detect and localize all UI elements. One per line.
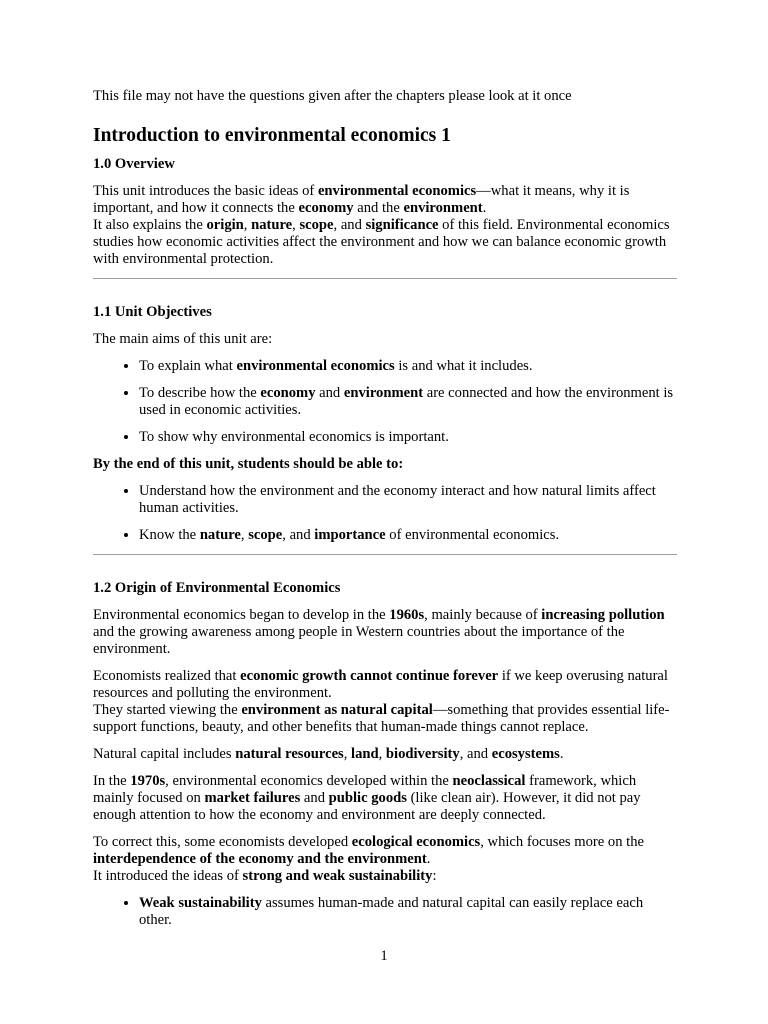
bold-term: land [351,746,379,762]
bold-term: economy [260,385,316,401]
bold-term: natural resources [235,746,344,762]
file-note: This file may not have the questions given after the chapters please look at it once [93,88,572,104]
overview-heading: 1.0 Overview [93,156,175,172]
outcomes-list [93,483,677,544]
overview-paragraph-1: This unit introduces the basic ideas of environmental economics—what it means, why it is important, and how it connects the economy and the environment. [93,183,630,216]
bold-term: environment as natural capital [241,702,433,718]
bold-term: ecosystems [491,746,560,762]
objectives-heading: 1.1 Unit Objectives [93,304,212,320]
bold-term: economy [298,200,354,216]
bold-term: scope [248,527,283,543]
section-divider [93,554,677,555]
list-item: • Know the nature, scope, and importance of environmental economics. [139,527,677,544]
list-item: • To show why environmental economics is important. [139,429,677,446]
bold-term: biodiversity [385,746,460,762]
list-item: • To describe how the economy and environment are connected and how the environment is used in economic activities. [139,385,677,419]
bold-term: nature [199,527,241,543]
bold-term: strong and weak sustainability [242,868,433,884]
list-item: • Understand how the environment and the economy interact and how natural limits affect human activities. [139,483,677,517]
origin-paragraph-1: Environmental economics began to develop in the 1960s, mainly because of increasing pollution and the growing awareness among people in Western countries about the importance of the environment. [93,607,665,657]
bold-term: neoclassical [452,773,526,789]
section-divider [93,278,677,279]
origin-paragraph-2b: They started viewing the environment as natural capital—something that provides essential life-support functions, beauty, and other benefits that human-made things cannot replace. [93,702,670,735]
bold-term: increasing pollution [541,607,665,623]
origin-paragraph-4: In the 1970s, environmental economics developed within the neoclassical framework, which mainly focused on market failures and public goods (like clean air). However, it did not pay enough attention to how the economy and environment are deeply connected. [93,773,641,823]
page-number: 1 [380,948,388,964]
bold-term: ecological economics [351,834,481,850]
origin-paragraph-5b: It introduced the ideas of strong and weak sustainability: [93,868,437,884]
bold-term: scope [299,217,334,233]
objectives-intro: The main aims of this unit are: [93,331,273,347]
bold-term: market failures [204,790,301,806]
bold-term: origin [206,217,244,233]
origin-paragraph-3: Natural capital includes natural resources, land, biodiversity, and ecosystems. [93,746,564,762]
outcomes-intro: By the end of this unit, students should be able to: [93,456,404,472]
bold-term: nature [251,217,293,233]
list-item: • Weak sustainability assumes human-made and natural capital can easily replace each other. [139,895,677,929]
bold-term: environment [403,200,483,216]
document-page [93,88,677,939]
bold-term: environment [343,385,424,401]
bold-term: environmental economics [236,358,395,374]
bold-term: importance [314,527,386,543]
document-title: Introduction to environmental economics 1 [93,125,451,146]
bold-term: 1960s [389,607,425,623]
bold-term: Weak sustainability [139,895,262,911]
bold-term: significance [365,217,439,233]
origin-paragraph-5a: To correct this, some economists developed ecological economics, which focuses more on the interdependence of the economy and the environment. [93,834,644,867]
bold-term: environmental economics [317,183,477,199]
bold-term: economic growth cannot continue forever [240,668,499,684]
overview-paragraph-2: It also explains the origin, nature, scope, and significance of this field. Environmental economics studies how economic activities affect the environment and how we can balance economic growth with environmental protection. [93,217,670,267]
bold-term: 1970s [130,773,166,789]
list-item: • To explain what environmental economics is and what it includes. [139,358,677,375]
origin-heading: 1.2 Origin of Environmental Economics [93,580,341,596]
sustainability-list [93,895,677,929]
aims-list [93,358,677,446]
bold-term: interdependence of the economy and the environment [93,851,427,867]
bold-term: public goods [328,790,407,806]
origin-paragraph-2a: Economists realized that economic growth cannot continue forever if we keep overusing natural resources and polluting the environment. [93,668,668,701]
